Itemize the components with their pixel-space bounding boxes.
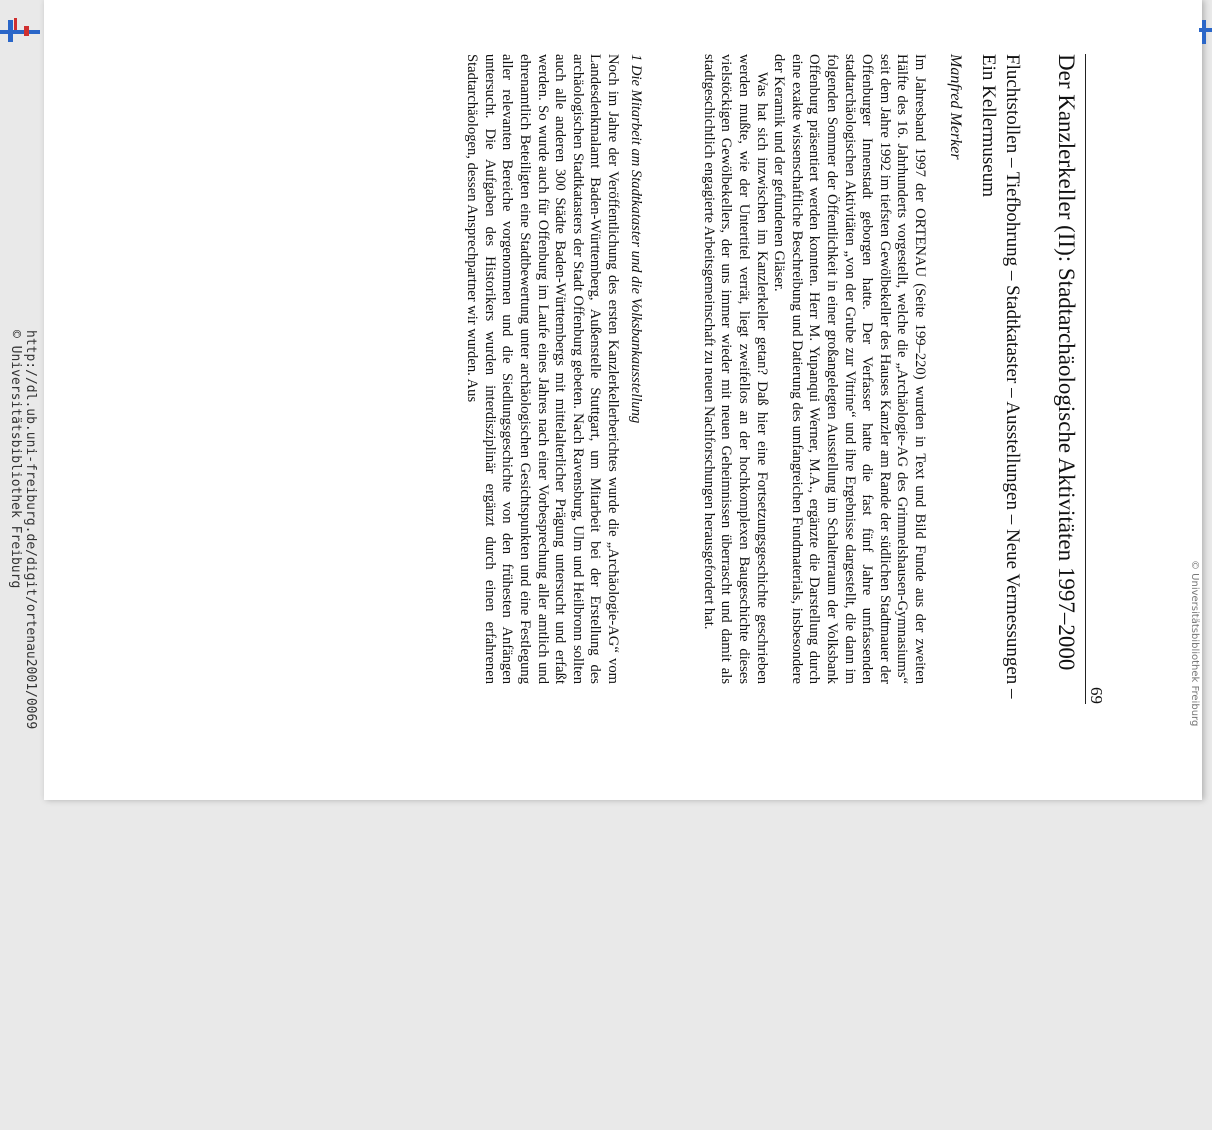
article-subtitle: Fluchtstollen – Tiefbohrung – Stadtkataster – Ausstellungen – Neue Vermessungen – Ein Kellermuseum bbox=[978, 54, 1023, 699]
watermark-copyright: © Universitätsbibliothek Freiburg bbox=[8, 330, 23, 589]
library-logo-icon bbox=[0, 18, 40, 44]
paragraph-1: Im Jahresband 1997 der ORTENAU (Seite 199–220) wurden in Text und Bild Funde aus der zweiten Hälfte des 16. Jahrhunderts vorgestellt, welche die „Archäologie-AG des Grimmelshausen-Gymnasiums“ seit dem Jahre 1992 im tiefsten Gewölbekeller des Hauses Kanzler am Rande der südlichen Stadtmauer der Offenburger Innenstadt geborgen hatte. Der Verfasser hatte die fast fünf Jahre umfassenden stadtarchäologischen Aktivitäten „von der Grube zur Vitrine“ und ihre Ergebnisse dargestellt, die dann im folgenden Sommer der Öffentlichkeit in einer großangelegten Ausstellung im Schalterraum der Volksbank Offenburg präsentiert werden konnten. Herr M. Yupanqui Werner, M.A., ergänzte die Darstellung durch eine exakte wissenschaftliche Beschreibung und Datierung des umfangreichen Fundmaterials, insbesondere der Keramik und der gefundenen Gläser. bbox=[771, 54, 928, 684]
article-title: Der Kanzlerkeller (II): Stadtarchäologische Aktivitäten 1997–2000 bbox=[1054, 54, 1079, 671]
edge-copyright: © Universitätsbibliothek Freiburg bbox=[1189, 560, 1200, 727]
library-logo-edge-icon bbox=[1199, 20, 1212, 44]
page-number: 69 bbox=[1087, 687, 1106, 704]
digitization-watermark bbox=[8, 330, 38, 1130]
author-name: Manfred Merker bbox=[947, 54, 964, 160]
watermark-url: http://dl.ub.uni-freiburg.de/digit/ortenau2001/0069 bbox=[23, 330, 38, 730]
paragraph-3: Noch im Jahre der Veröffentlichung des ersten Kanzlerkellerberichtes wurde die „Archäologie-AG“ vom Landesdenkmalamt Baden-Württemberg, Außenstelle Stuttgart, um Mitarbeit bei der Erstellung des archäologischen Stadtkatasters der Stadt Offenburg gebeten. Nach Ravensburg, Ulm und Heilbronn sollten auch alle anderen 300 Städte Baden-Württembergs mit mittelalterlicher Prägung untersucht und erfaßt werden. So wurde auch für Offenburg im Laufe eines Jahres nach einer Vorbesprechung aller amtlich und ehrenamtlich Beteiligten eine Stadtbewertung unter archäologischen Gesichtspunkten und eine Festlegung aller relevanten Bereiche vorgenommen und die Siedlungsgeschichte von den frühesten Anfängen untersucht. Die Aufgaben des Historikers wurden interdisziplinär ergänzt durch einen erfahrenen Stadtarchäologen, dessen Ansprechpartner wir wurden. Aus bbox=[464, 54, 621, 684]
header-rule bbox=[1085, 54, 1086, 704]
intro-text bbox=[699, 54, 928, 684]
page-content bbox=[104, 54, 1104, 704]
paragraph-2: Was hat sich inzwischen im Kanzlerkeller getan? Daß hier eine Fortsetzungsgeschichte geschrieben werden mußte, wie der Untertitel verrät, liegt zweifellos an der hochkomplexen Baugeschichte dieses vielstöckigen Gewölbekellers, der uns immer wieder mit neuen Geheimnissen überrascht und damit als stadtgeschichtlich engagierte Arbeitsgemeinschaft zu neuen Nachforschungen herausgefordert hat. bbox=[700, 54, 770, 684]
section-heading: 1 Die Mitarbeit am Stadtkataster und die Volksbankausstellung bbox=[628, 54, 644, 424]
